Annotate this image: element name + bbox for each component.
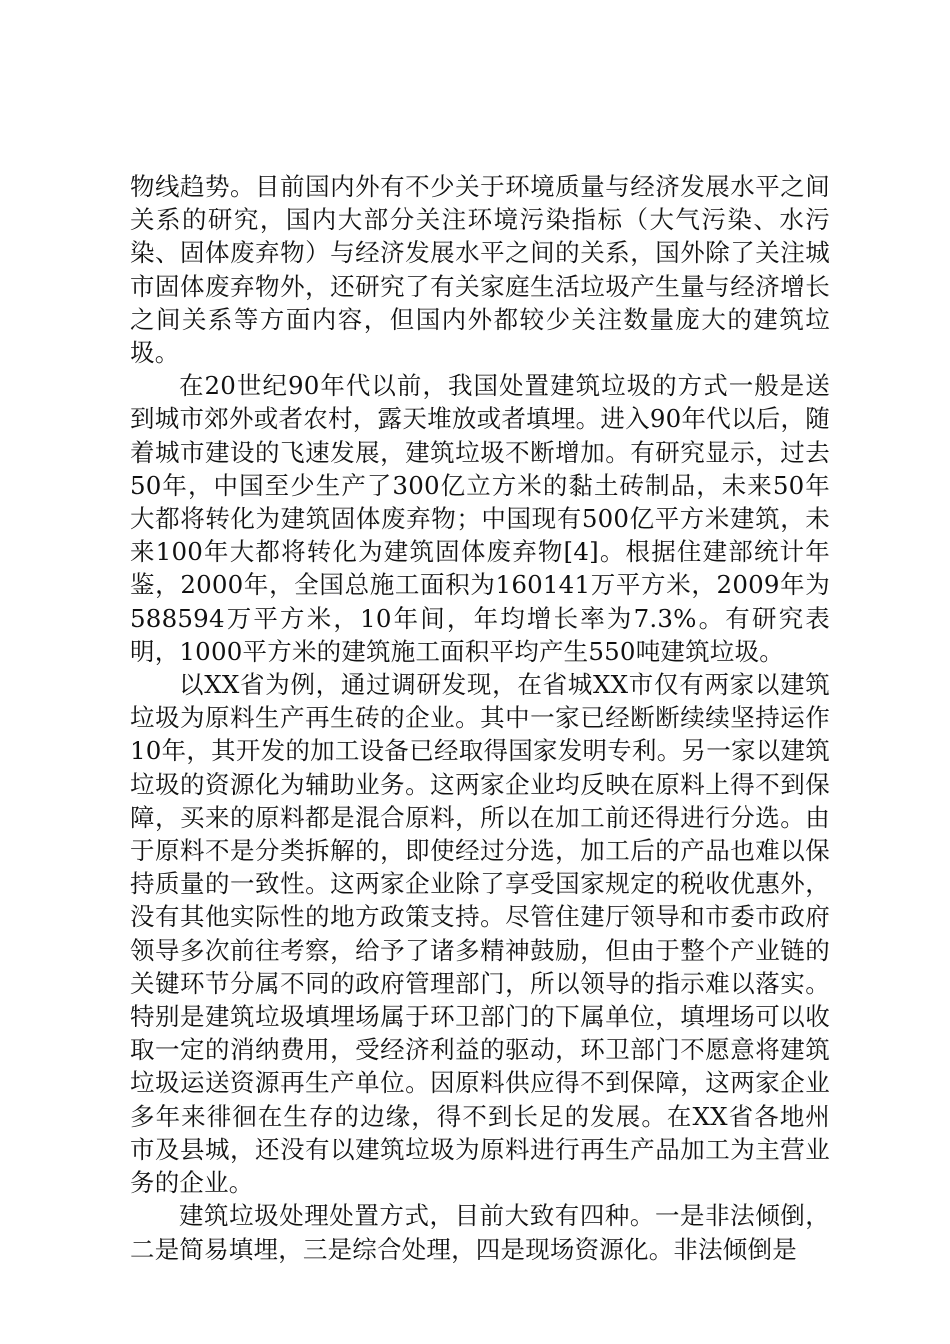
paragraph-2: 在20世纪90年代以前，我国处置建筑垃圾的方式一般是送到城市郊外或者农村，露天堆放或者填埋。进入90年代以后，随着城市建设的飞速发展，建筑垃圾不断增加。有研究显示，过去50年，中国至少生产了300亿立方米的黏土砖制品，未来50年大都将转化为建筑固体废弃物；中国现有500亿平方米建筑，未来100年大都将转化为建筑固体废弃物[4]。根据住建部统计年鉴，2000年，全国总施工面积为160141万平方米，2009年为588594万平方米，10年间，年均增长率为7.3%。有研究表明，1000平方米的建筑施工面积平均产生550吨建筑垃圾。 — [130, 371, 830, 666]
paragraph-3: 以XX省为例，通过调研发现，在省城XX市仅有两家以建筑垃圾为原料生产再生砖的企业。其中一家已经断断续续坚持运作10年，其开发的加工设备已经取得国家发明专利。另一家以建筑垃圾的资源化为辅助业务。这两家企业均反映在原料上得不到保障，买来的原料都是混合原料，所以在加工前还得进行分选。由于原料不是分类拆解的，即使经过分选，加工后的产品也难以保持质量的一致性。这两家企业除了享受国家规定的税收优惠外，没有其他实际性的地方政策支持。尽管住建厅领导和市委市政府领导多次前往考察，给予了诸多精神鼓励，但由于整个产业链的关键环节分属不同的政府管理部门，所以领导的指示难以落实。特别是建筑垃圾填埋场属于环卫部门的下属单位，填埋场可以收取一定的消纳费用，受经济利益的驱动，环卫部门不愿意将建筑垃圾运送资源再生产单位。因原料供应得不到保障，这两家企业多年来徘徊在生存的边缘，得不到长足的发展。在XX省各地州市及县城，还没有以建筑垃圾为原料进行再生产品加工为主营业务的企业。 — [130, 670, 830, 1198]
body-text — [130, 170, 830, 1266]
paragraph-4: 建筑垃圾处理处置方式，目前大致有四种。一是非法倾倒，二是简易填埋，三是综合处理，四是现场资源化。非法倾倒是 — [130, 1201, 830, 1264]
paragraph-1: 物线趋势。目前国内外有不少关于环境质量与经济发展水平之间关系的研究，国内大部分关注环境污染指标（大气污染、水污染、固体废弃物）与经济发展水平之间的关系，国外除了关注城市固体废弃物外，还研究了有关家庭生活垃圾产生量与经济增长之间关系等方面内容，但国内外都较少关注数量庞大的建筑垃圾。 — [130, 172, 830, 368]
